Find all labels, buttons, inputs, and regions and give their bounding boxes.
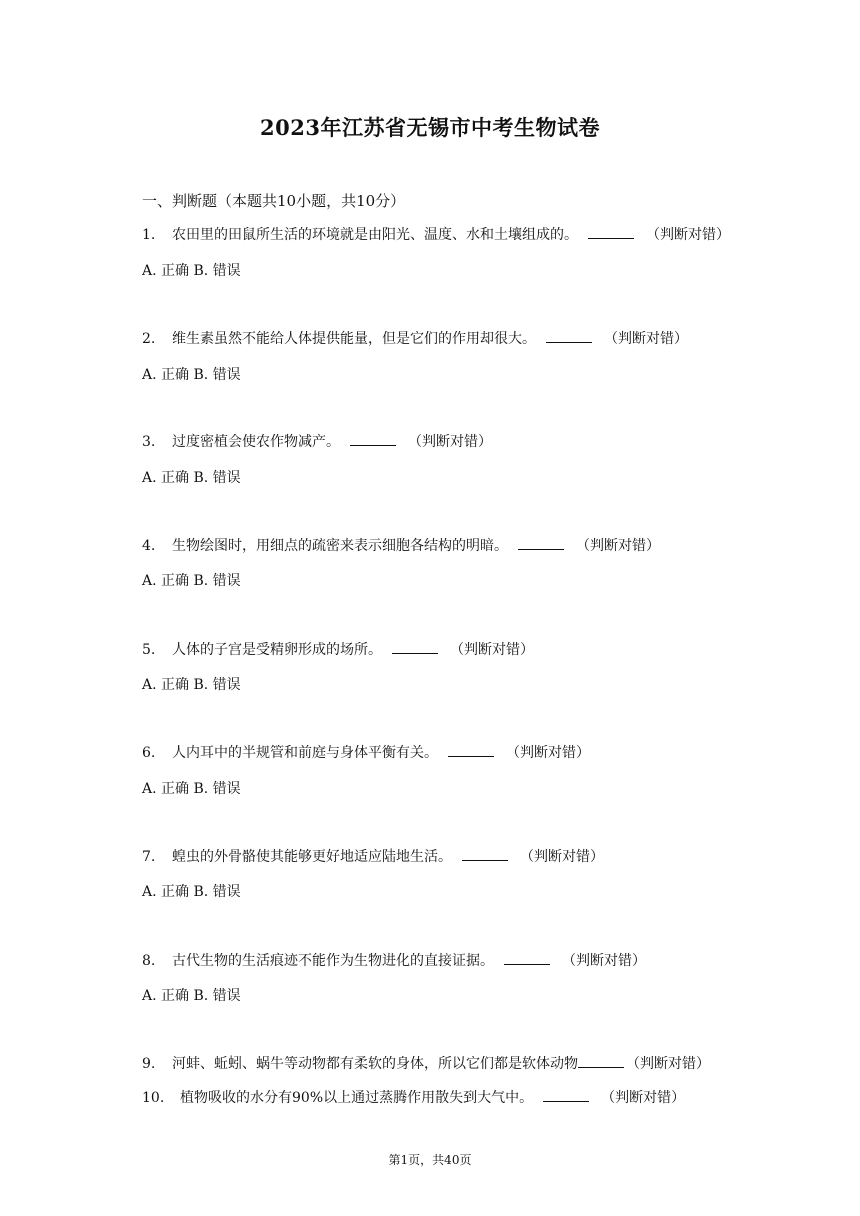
question-9 <box>142 1053 710 1073</box>
question-5 <box>142 639 534 659</box>
section-heading: 一、判断题（本题共10小题，共10分） <box>142 192 406 210</box>
page-title: 2023年江苏省无锡市中考生物试卷 <box>260 115 600 140</box>
question-8 <box>142 950 646 970</box>
answer-blank[interactable] <box>392 641 438 654</box>
question-4-options: A. 正确 B. 错误 <box>142 573 241 589</box>
question-number: 9. <box>142 1056 156 1072</box>
question-text: 农田里的田鼠所生活的环境就是由阳光、温度、水和土壤组成的。 <box>172 227 578 243</box>
question-text: 古代生物的生活痕迹不能作为生物进化的直接证据。 <box>172 953 494 969</box>
question-7 <box>142 846 604 866</box>
judge-suffix: （判断对错） <box>646 227 730 243</box>
question-5-options: A. 正确 B. 错误 <box>142 677 241 693</box>
question-number: 6. <box>142 745 156 761</box>
judge-suffix: （判断对错） <box>604 331 688 347</box>
answer-blank[interactable] <box>448 744 494 757</box>
question-3-options: A. 正确 B. 错误 <box>142 470 241 486</box>
answer-blank[interactable] <box>518 537 564 550</box>
answer-blank[interactable] <box>350 433 396 446</box>
judge-suffix: （判断对错） <box>576 538 660 554</box>
judge-suffix: （判断对错） <box>601 1090 686 1106</box>
question-2-options: A. 正确 B. 错误 <box>142 367 241 383</box>
judge-suffix: （判断对错） <box>450 642 534 658</box>
question-text: 维生素虽然不能给人体提供能量，但是它们的作用却很大。 <box>172 331 536 347</box>
question-number: 7. <box>142 849 156 865</box>
answer-blank[interactable] <box>546 330 592 343</box>
question-2 <box>142 328 688 348</box>
question-6 <box>142 742 590 762</box>
question-6-options: A. 正确 B. 错误 <box>142 781 241 797</box>
judge-suffix: （判断对错） <box>626 1056 710 1072</box>
answer-blank[interactable] <box>543 1089 589 1102</box>
judge-suffix: （判断对错） <box>562 953 646 969</box>
page-footer: 第1页，共40页 <box>388 1153 472 1167</box>
question-4 <box>142 535 660 555</box>
question-8-options: A. 正确 B. 错误 <box>142 988 241 1004</box>
answer-blank[interactable] <box>462 848 508 861</box>
question-number: 10. <box>142 1090 165 1106</box>
answer-blank[interactable] <box>504 952 550 965</box>
question-text: 人内耳中的半规管和前庭与身体平衡有关。 <box>172 745 438 761</box>
answer-blank[interactable] <box>588 226 634 239</box>
question-text: 蝗虫的外骨骼使其能够更好地适应陆地生活。 <box>172 849 452 865</box>
question-1-options: A. 正确 B. 错误 <box>142 263 241 279</box>
question-text: 人体的子宫是受精卵形成的场所。 <box>172 642 382 658</box>
question-1 <box>142 224 730 244</box>
question-number: 5. <box>142 642 156 658</box>
question-number: 8. <box>142 953 156 969</box>
question-number: 2. <box>142 331 156 347</box>
question-number: 3. <box>142 434 156 450</box>
judge-suffix: （判断对错） <box>520 849 604 865</box>
question-text: 生物绘图时，用细点的疏密来表示细胞各结构的明暗。 <box>172 538 508 554</box>
question-text: 植物吸收的水分有90%以上通过蒸腾作用散失到大气中。 <box>180 1090 534 1106</box>
question-3 <box>142 431 492 451</box>
question-10 <box>142 1087 685 1107</box>
judge-suffix: （判断对错） <box>506 745 590 761</box>
question-text: 过度密植会使农作物减产。 <box>172 434 340 450</box>
question-text: 河蚌、蚯蚓、蜗牛等动物都有柔软的身体，所以它们都是软体动物 <box>172 1056 578 1072</box>
question-7-options: A. 正确 B. 错误 <box>142 884 241 900</box>
question-number: 1. <box>142 227 156 243</box>
judge-suffix: （判断对错） <box>408 434 492 450</box>
answer-blank[interactable] <box>578 1055 624 1068</box>
question-number: 4. <box>142 538 156 554</box>
